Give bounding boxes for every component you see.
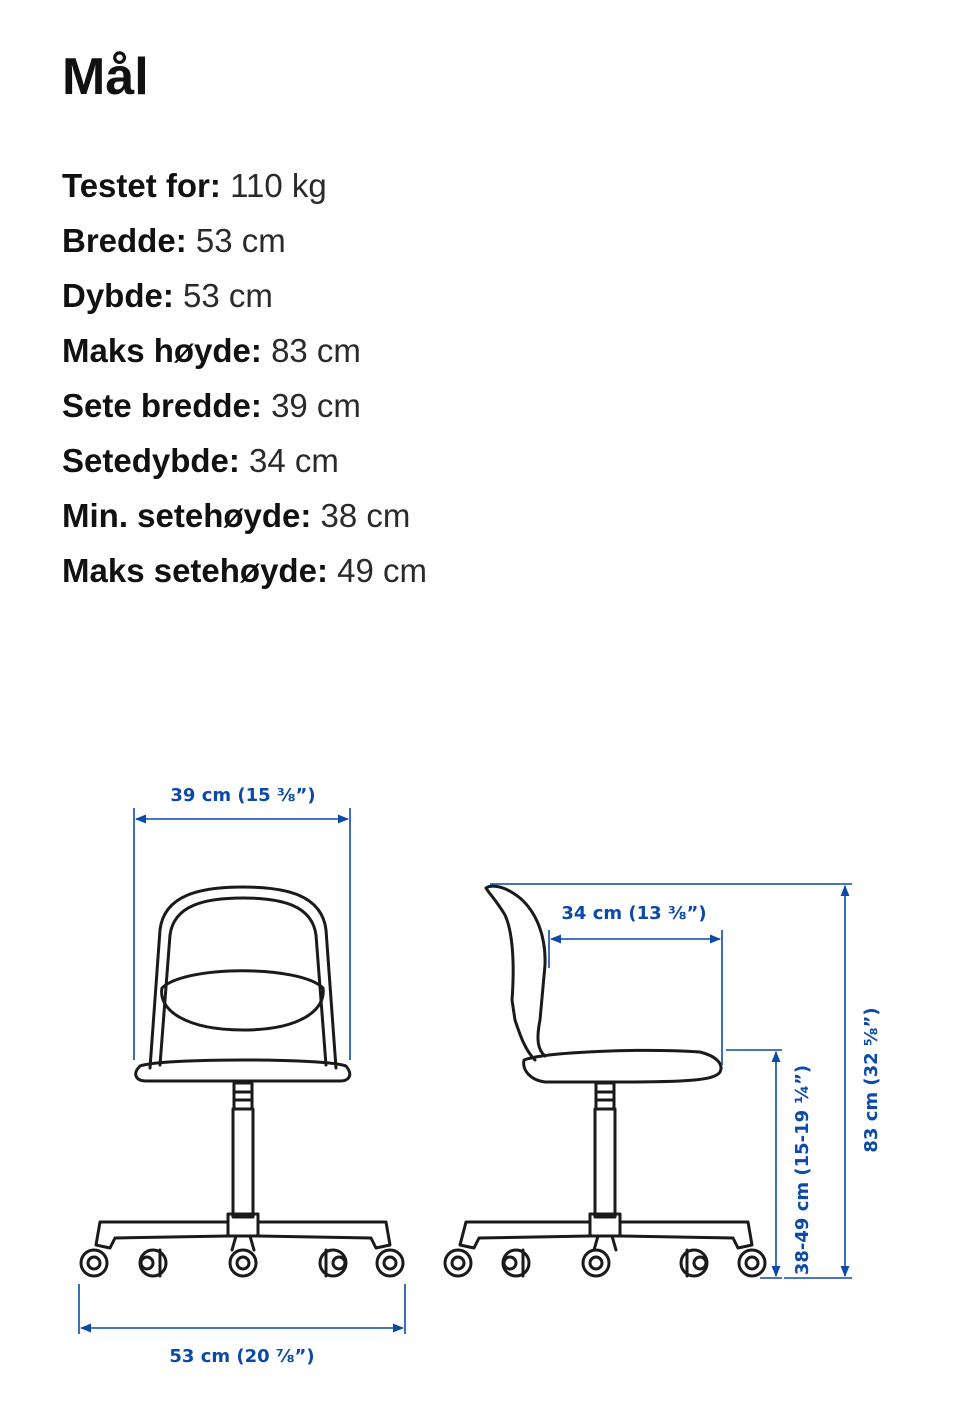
spec-value: 38 cm (320, 497, 411, 534)
spec-row-max-height (62, 323, 427, 378)
spec-value: 49 cm (337, 552, 427, 589)
seat-depth-label: 34 cm (13 ⅜”) (561, 903, 707, 924)
spec-label: Min. setehøyde: (62, 497, 312, 534)
dimension-seat-width (134, 785, 350, 1060)
spec-value: 39 cm (271, 387, 361, 424)
spec-value: 110 kg (230, 167, 327, 204)
spec-label: Sete bredde: (62, 387, 262, 424)
front-gas-lift-top (234, 1083, 252, 1109)
front-gas-lift (233, 1109, 253, 1217)
side-gas-lift (595, 1109, 615, 1217)
dimension-seat-depth (549, 903, 722, 1065)
spec-row-width (62, 213, 427, 268)
chair-front-view (81, 887, 403, 1276)
seat-width-label: 39 cm (15 ⅜”) (170, 785, 316, 806)
spec-label: Bredde: (62, 222, 187, 259)
spec-row-depth (62, 268, 427, 323)
spec-list (62, 158, 427, 598)
spec-row-seat-width (62, 378, 427, 433)
chair-dimension-drawing (0, 700, 960, 1414)
spec-row-seat-depth (62, 433, 427, 488)
base-width-label: 53 cm (20 ⅞”) (169, 1346, 315, 1367)
side-seat (524, 1050, 721, 1082)
spec-value: 83 cm (271, 332, 361, 369)
spec-value: 34 cm (249, 442, 339, 479)
spec-label: Dybde: (62, 277, 174, 314)
front-casters (81, 1250, 403, 1276)
front-back-pad (162, 971, 324, 1030)
side-casters (445, 1250, 765, 1276)
spec-row-tested-for (62, 158, 427, 213)
dimension-seat-height (726, 1050, 813, 1278)
total-height-label: 83 cm (32 ⅝”) (861, 1007, 882, 1153)
spec-row-max-seat-height (62, 543, 427, 598)
seat-height-label: 38-49 cm (15-19 ¼”) (792, 1064, 813, 1276)
page-title: Mål (62, 48, 149, 106)
spec-value: 53 cm (183, 277, 273, 314)
spec-label: Testet for: (62, 167, 221, 204)
dimension-base-width (79, 1284, 405, 1367)
spec-row-min-seat-height (62, 488, 427, 543)
spec-value: 53 cm (195, 222, 286, 259)
spec-label: Setedybde: (62, 442, 240, 479)
spec-label: Maks høyde: (62, 332, 262, 369)
front-seat (136, 1060, 350, 1081)
chair-side-view (445, 886, 765, 1276)
side-gas-lift-top (596, 1083, 614, 1109)
side-backrest (486, 886, 545, 1060)
spec-label: Maks setehøyde: (62, 552, 328, 589)
front-backrest-inner (160, 898, 326, 1065)
